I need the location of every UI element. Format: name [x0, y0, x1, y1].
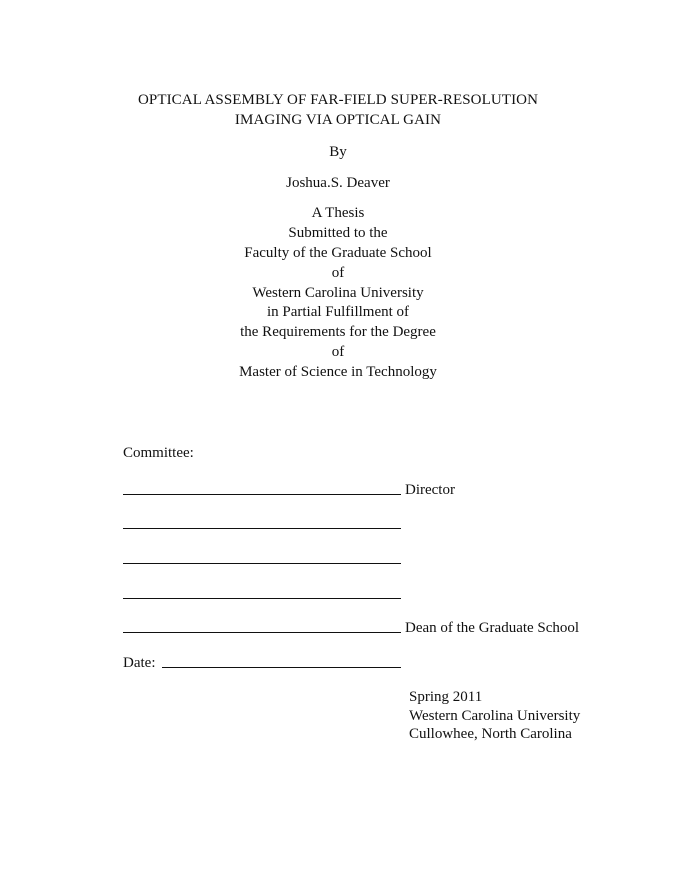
thesis-title-line-1: OPTICAL ASSEMBLY OF FAR-FIELD SUPER-RESOLUTION: [137, 92, 539, 108]
thesis-statement-line: A Thesis: [311, 205, 365, 221]
committee-member-signature-line: [123, 528, 401, 529]
submission-location: Cullowhee, North Carolina: [409, 726, 572, 742]
thesis-statement-line: of: [331, 344, 345, 360]
director-signature-line: [123, 494, 401, 495]
director-label: Director: [405, 482, 455, 498]
thesis-statement-line: in Partial Fulfillment of: [266, 304, 410, 320]
by-label: By: [329, 144, 347, 160]
thesis-statement-line: Submitted to the: [288, 225, 388, 241]
submission-term: Spring 2011: [409, 689, 483, 705]
thesis-title-line-2: IMAGING VIA OPTICAL GAIN: [234, 112, 442, 128]
date-line: [162, 667, 401, 668]
thesis-statement-line: of: [331, 265, 345, 281]
committee-member-signature-line: [123, 598, 401, 599]
thesis-statement-line: Western Carolina University: [252, 285, 424, 301]
thesis-statement-line: Faculty of the Graduate School: [244, 245, 432, 261]
dean-signature-line: [123, 632, 401, 633]
dean-label: Dean of the Graduate School: [405, 620, 580, 636]
committee-heading: Committee:: [123, 445, 194, 461]
submission-university: Western Carolina University: [409, 708, 581, 724]
thesis-statement-line: Master of Science in Technology: [239, 364, 437, 380]
committee-member-signature-line: [123, 563, 401, 564]
thesis-statement-line: the Requirements for the Degree: [240, 324, 436, 340]
date-label: Date:: [123, 655, 156, 671]
author-name: Joshua.S. Deaver: [286, 175, 390, 191]
